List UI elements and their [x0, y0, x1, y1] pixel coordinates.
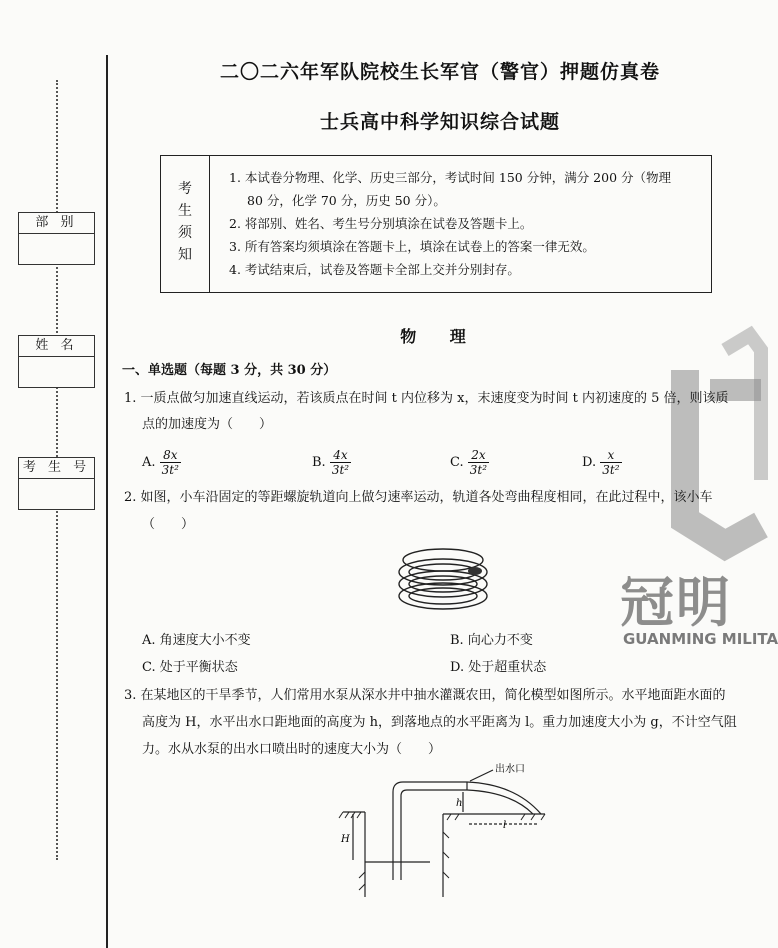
fraction-denominator: 3t²: [161, 463, 179, 477]
q1-option-d[interactable]: [582, 448, 622, 477]
fraction-numerator: 8x: [160, 448, 181, 463]
q2-option-c[interactable]: C. 处于平衡状态: [142, 660, 238, 675]
option-letter: C.: [450, 455, 464, 470]
notice-item: 4. 考试结束后，试卷及答题卡全部上交并分别封存。: [229, 262, 520, 277]
q1-option-c[interactable]: [450, 448, 489, 477]
fraction-denominator: 3t²: [602, 463, 620, 477]
fraction-numerator: 4x: [330, 448, 351, 463]
exam-title: 二〇二六年军队院校生长军官（警官）押题仿真卷: [219, 61, 660, 83]
margin-rule: [106, 55, 108, 948]
option-fraction: [600, 448, 621, 477]
examinee-no-field-box[interactable]: [18, 457, 95, 510]
name-field-box[interactable]: [18, 335, 95, 388]
notice-item: 1. 本试卷分物理、化学、历史三部分，考试时间 150 分钟，满分 200 分（物理: [229, 170, 672, 185]
spiral-track-figure: [395, 540, 495, 616]
cart-icon: [468, 567, 482, 575]
q2-option-a[interactable]: A. 角速度大小不变: [142, 633, 251, 648]
l-label: l: [503, 820, 507, 831]
option-letter: B.: [312, 455, 326, 470]
examinee-no-input-area[interactable]: [19, 479, 94, 509]
q2-stem-line2: （ ）: [142, 517, 195, 532]
notice-label-char: 知: [178, 247, 192, 263]
q1-option-a[interactable]: [142, 448, 181, 477]
notice-label-char: 生: [178, 203, 192, 219]
name-input-area[interactable]: [19, 357, 94, 387]
notice-label: [161, 156, 210, 292]
option-letter: A.: [142, 455, 156, 470]
fraction-denominator: 3t²: [331, 463, 350, 477]
dept-input-area[interactable]: [19, 234, 94, 264]
exam-subtitle: 士兵高中科学知识综合试题: [319, 111, 560, 133]
notice-item: 2. 将部别、姓名、考生号分别填涂在试卷及答题卡上。: [229, 216, 533, 231]
q2-option-b[interactable]: B. 向心力不变: [450, 633, 533, 648]
q1-stem-line2: 点的加速度为（ ）: [142, 417, 273, 432]
candidate-notice-box: [160, 155, 712, 293]
fraction-denominator: 3t²: [469, 463, 488, 477]
option-fraction: [330, 448, 351, 477]
examinee-no-label: 考 生 号: [19, 458, 94, 479]
q2-option-d[interactable]: D. 处于超重状态: [450, 660, 547, 675]
notice-item: 80 分，化学 70 分，历史 50 分）。: [247, 193, 446, 208]
water-pump-figure: [335, 762, 565, 902]
H-label: H: [341, 834, 350, 845]
option-fraction: [160, 448, 181, 477]
part-heading: 一、单选题（每题 3 分，共 30 分）: [122, 363, 337, 378]
q3-stem-line2: 高度为 H，水平出水口距地面的高度为 h，到落地点的水平距离为 l。重力加速度大小为 g，不计空气阻: [142, 715, 737, 730]
fraction-numerator: x: [600, 448, 621, 463]
q2-stem-line1: 2. 如图，小车沿固定的等距螺旋轨道向上做匀速率运动，轨道各处弯曲程度相同，在此过程中，该小车: [124, 490, 713, 505]
notice-items: [229, 166, 699, 281]
outlet-label: 出水口: [495, 764, 525, 775]
dept-field-box[interactable]: [18, 212, 95, 265]
q3-stem-line1: 3. 在某地区的干旱季节，人们常用水泵从深水井中抽水灌溉农田，简化模型如图所示。水平地面距水面的: [124, 688, 726, 703]
q1-stem-line1: 1. 一质点做匀加速直线运动，若该质点在时间 t 内位移为 x，末速度变为时间 t 内初速度的 5 倍，则该质: [124, 391, 729, 406]
q3-stem-line3: 力。水从水泵的出水口喷出时的速度大小为（ ）: [142, 742, 442, 757]
dept-label: 部 别: [19, 213, 94, 234]
watermark-company: GUANMING MILITA: [623, 630, 778, 648]
notice-label-char: 须: [178, 225, 192, 241]
notice-item: 3. 所有答案均须填涂在答题卡上，填涂在试卷上的答案一律无效。: [229, 239, 595, 254]
section-title: 物 理: [400, 327, 480, 346]
option-letter: D.: [582, 455, 597, 470]
q1-option-b[interactable]: [312, 448, 351, 477]
fraction-numerator: 2x: [468, 448, 489, 463]
option-fraction: [468, 448, 489, 477]
h-label: h: [456, 798, 463, 809]
watermark-logo-text: 冠明: [620, 571, 732, 634]
notice-label-char: 考: [178, 181, 192, 197]
name-label: 姓 名: [19, 336, 94, 357]
